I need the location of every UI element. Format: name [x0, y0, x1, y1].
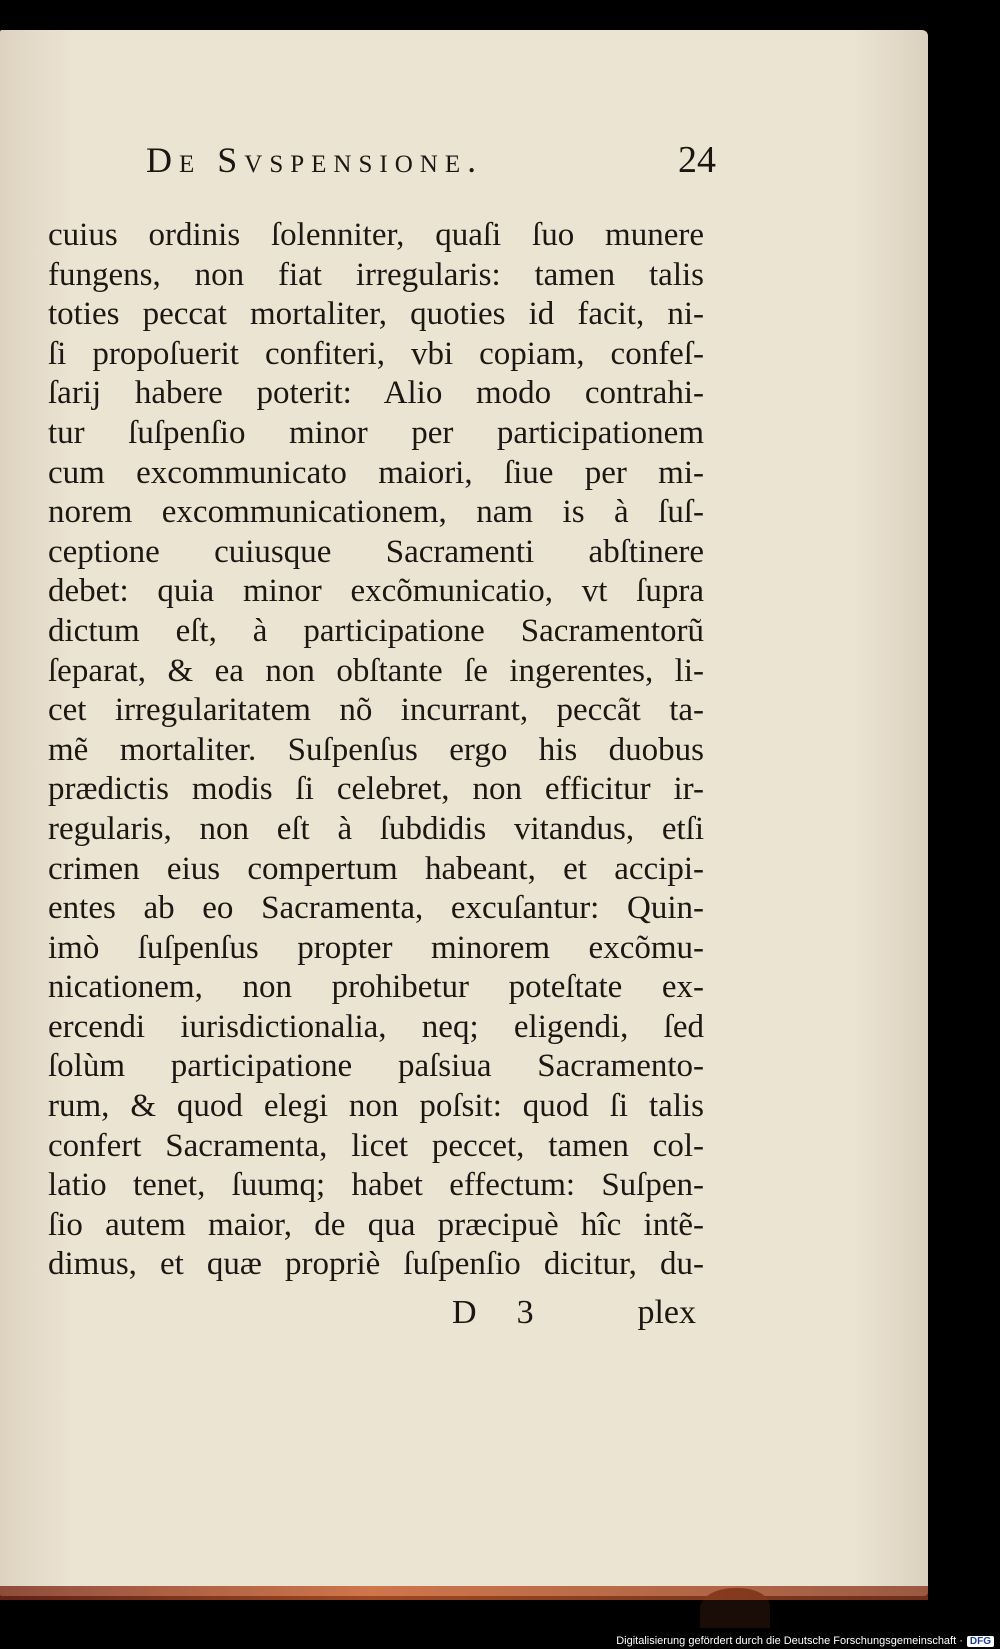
text-line: prædictis modis ſi celebret, non efficitur ir-: [48, 771, 704, 808]
text-line: ſeparat, & ea non obſtante ſe ingerentes, li-: [48, 652, 704, 689]
text-line: cet irregularitatem nõ incurrant, peccãt ta-: [48, 692, 704, 729]
signature-letter: D: [452, 1294, 477, 1331]
text-line: ſio autem maior, de qua præcipuè hîc intẽ-: [48, 1206, 704, 1243]
book-page: [0, 30, 928, 1596]
text-line: imò ſuſpenſus propter minorem excõmu-: [48, 929, 704, 966]
text-line: cum excommunicato maiori, ſiue per mi-: [48, 454, 704, 491]
text-line: entes ab eo Sacramenta, excuſantur: Quin-: [48, 890, 704, 927]
page-header: [146, 138, 716, 208]
digitization-credit: [616, 1635, 994, 1647]
text-line: ſarij habere poterit: Alio modo contrahi-: [48, 375, 704, 412]
text-line: regularis, non eſt à ſubdidis vitandus, etſi: [48, 810, 704, 847]
signature-number: 3: [516, 1294, 534, 1331]
text-line: crimen eius compertum habeant, et accipi-: [48, 850, 704, 887]
running-head: De Svspensione.: [146, 140, 484, 180]
text-line: rum, & quod elegi non poſsit: quod ſi talis: [48, 1088, 704, 1125]
text-line: ceptione cuiusque Sacramenti abſtinere: [48, 533, 704, 570]
text-line: confert Sacramenta, licet peccet, tamen col-: [48, 1127, 704, 1164]
text-line: tur ſuſpenſio minor per participationem: [48, 414, 704, 451]
dfg-logo: DFG: [967, 1636, 994, 1647]
page-footer: [452, 1294, 696, 1344]
text-line: debet: quia minor excõmunicatio, vt ſupra: [48, 573, 704, 610]
page-edge-color: [0, 1586, 928, 1600]
text-line: cuius ordinis ſolenniter, quaſi ſuo munere: [48, 217, 704, 253]
catchword: plex: [637, 1294, 696, 1331]
text-line: norem excommunicationem, nam is à ſuſ-: [48, 494, 704, 531]
text-line: fungens, non fiat irregularis: tamen talis: [48, 256, 704, 293]
text-line: nicationem, non prohibetur poteſtate ex-: [48, 969, 704, 1006]
credit-text: Digitalisierung gefördert durch die Deutsche Forschungsgemeinschaft ·: [616, 1635, 963, 1647]
text-line: latio tenet, ſuumq; habet effectum: Suſpen-: [48, 1167, 704, 1204]
text-line: toties peccat mortaliter, quoties id facit, ni-: [48, 296, 704, 333]
text-line: ſi propoſuerit confiteri, vbi copiam, confeſ-: [48, 335, 704, 372]
text-line: dimus, et quæ propriè ſuſpenſio dicitur, du-: [48, 1246, 704, 1283]
text-line: ercendi iurisdictionalia, neq; eligendi, ſed: [48, 1008, 704, 1045]
signature-mark: [452, 1294, 534, 1332]
text-line: dictum eſt, à participatione Sacramentorũ: [48, 612, 704, 649]
folio-number: 24: [678, 139, 716, 181]
body-text: [48, 216, 704, 1285]
text-line: ſolùm participatione paſsiua Sacramento-: [48, 1048, 704, 1085]
text-line: mẽ mortaliter. Suſpenſus ergo his duobus: [48, 731, 704, 768]
